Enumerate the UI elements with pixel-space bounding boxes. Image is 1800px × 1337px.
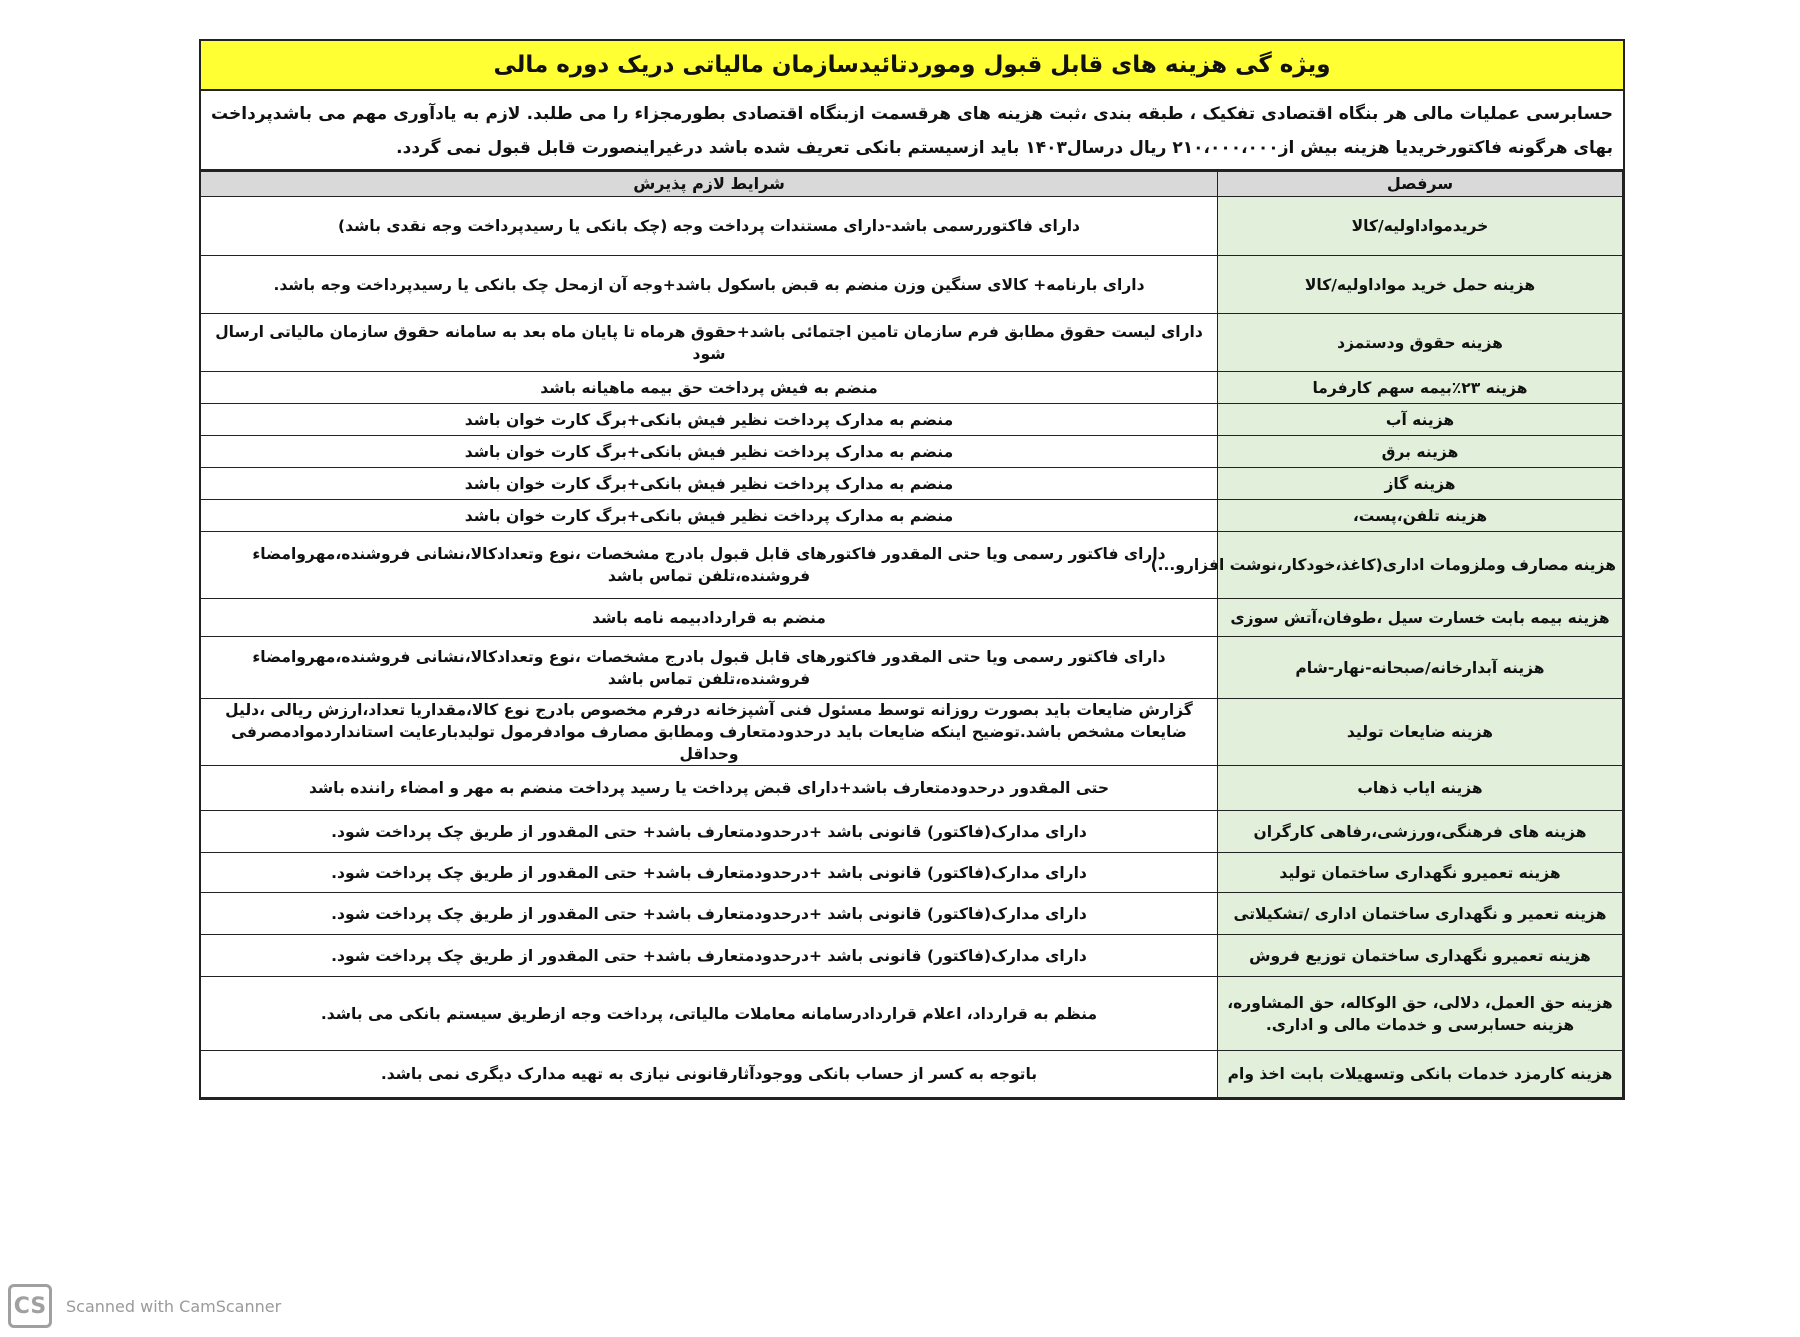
table-row: [201, 935, 1623, 977]
row-conditions: دارای مدارک(فاکتور) قانونی باشد +درحدودمتعارف باشد+ حتی المقدور از طریق چک پرداخت شود.: [201, 811, 1218, 853]
row-conditions: منضم به مدارک پرداخت نظیر فیش بانکی+برگ کارت خوان باشد: [201, 468, 1218, 500]
row-heading: هزینه ایاب ذهاب: [1218, 766, 1623, 811]
row-heading: هزینه تلفن،پست،: [1218, 500, 1623, 532]
row-conditions: دارای لیست حقوق مطابق فرم سازمان تامین اجتمائی باشد+حقوق هرماه تا پایان ماه بعد به سامانه حقوق سازمان مالیاتی ارسال شود: [201, 314, 1218, 372]
table-row: [201, 404, 1623, 436]
table-row: [201, 500, 1623, 532]
row-conditions: منضم به مدارک پرداخت نظیر فیش بانکی+برگ کارت خوان باشد: [201, 404, 1218, 436]
row-conditions: باتوجه به کسر از حساب بانکی ووجودآثارقانونی نیازی به تهیه مدارک دیگری نمی باشد.: [201, 1051, 1218, 1098]
table-row: [201, 637, 1623, 699]
camscanner-logo-icon: CS: [8, 1284, 52, 1328]
row-conditions: منضم به فیش پرداخت حق بیمه ماهیانه باشد: [201, 372, 1218, 404]
table-row: [201, 599, 1623, 637]
row-conditions: گزارش ضایعات باید بصورت روزانه توسط مسئول فنی آشپزخانه درفرم مخصوص بادرج نوع کالا،مقداریا تعداد،ارزش ریالی ،دلیل ضایعات مشخص باشد.توضیح اینکه ضایعات باید درحدودمتعارف ومطابق مصارف موادفرمول تولیدبارعایت استانداردموادمصرفی وحداقل: [201, 699, 1218, 766]
row-heading: هزینه حق العمل، دلالی، حق الوکاله، حق المشاوره، هزینه حسابرسی و خدمات مالی و اداری.: [1218, 977, 1623, 1051]
document-title: ویژه گی هزینه های قابل قبول وموردتائیدسازمان مالیاتی دریک دوره مالی: [201, 41, 1623, 91]
row-conditions: دارای فاکتوررسمی باشد-دارای مستندات پرداخت وجه (چک بانکی یا رسیدپرداخت وجه نقدی باشد): [201, 197, 1218, 256]
row-heading: هزینه بیمه بابت خسارت سیل ،طوفان،آتش سوزی: [1218, 599, 1623, 637]
column-header-heading: سرفصل: [1218, 172, 1623, 197]
row-heading: هزینه برق: [1218, 436, 1623, 468]
row-conditions: دارای فاکتور رسمی ویا حتی المقدور فاکتورهای قابل قبول بادرج مشخصات ،نوع وتعدادکالا،نشانی فروشنده،مهروامضاء فروشنده،تلفن تماس باشد: [201, 637, 1218, 699]
row-heading: هزینه حقوق ودستمزد: [1218, 314, 1623, 372]
table-row: [201, 314, 1623, 372]
table-row: [201, 468, 1623, 500]
expense-sheet: [199, 39, 1625, 1100]
row-conditions: دارای مدارک(فاکتور) قانونی باشد +درحدودمتعارف باشد+ حتی المقدور از طریق چک پرداخت شود.: [201, 853, 1218, 893]
row-heading: هزینه کارمزد خدمات بانکی وتسهیلات بابت اخذ وام: [1218, 1051, 1623, 1098]
row-heading: هزینه های فرهنگی،ورزشی،رفاهی کارگران: [1218, 811, 1623, 853]
column-header-conditions: شرایط لازم پذیرش: [201, 172, 1218, 197]
table-row: [201, 436, 1623, 468]
row-conditions: دارای فاکتور رسمی ویا حتی المقدور فاکتورهای قابل قبول بادرج مشخصات ،نوع وتعدادکالا،نشانی فروشنده،مهروامضاء فروشنده،تلفن تماس باشد: [201, 532, 1218, 599]
table-header-row: [201, 172, 1623, 197]
row-heading: هزینه ۲۳٪بیمه سهم کارفرما: [1218, 372, 1623, 404]
table-row: [201, 1051, 1623, 1098]
table-row: [201, 197, 1623, 256]
table-row: [201, 811, 1623, 853]
row-heading: هزینه ضایعات تولید: [1218, 699, 1623, 766]
row-conditions: منضم به قراردادبیمه نامه باشد: [201, 599, 1218, 637]
row-conditions: دارای بارنامه+ کالای سنگین وزن منضم به قبض باسکول باشد+وجه آن ازمحل چک بانکی یا رسیدپرداخت وجه باشد.: [201, 256, 1218, 314]
row-heading: هزینه حمل خرید مواداولیه/کالا: [1218, 256, 1623, 314]
row-conditions: منضم به مدارک پرداخت نظیر فیش بانکی+برگ کارت خوان باشد: [201, 500, 1218, 532]
row-conditions: منضم به مدارک پرداخت نظیر فیش بانکی+برگ کارت خوان باشد: [201, 436, 1218, 468]
table-row: [201, 699, 1623, 766]
watermark-label: Scanned with CamScanner: [66, 1296, 282, 1316]
camscanner-watermark: [8, 1284, 281, 1328]
table-row: [201, 853, 1623, 893]
expense-table: [200, 171, 1623, 1098]
row-heading: هزینه تعمیرو نگهداری ساختمان تولید: [1218, 853, 1623, 893]
row-heading: هزینه آب: [1218, 404, 1623, 436]
table-row: [201, 372, 1623, 404]
intro-paragraph: حسابرسی عملیات مالی هر بنگاه اقتصادی تفکیک ، طبقه بندی ،ثبت هزینه های هرقسمت ازبنگاه اقتصادی بطورمجزاء را می طلبد. لازم به یادآوری مهم می باشدپرداخت بهای هرگونه فاکتورخریدیا هزینه بیش از۲۱۰،۰۰۰،۰۰۰ ریال درسال۱۴۰۳ باید ازسیستم بانکی تعریف شده باشد درغیراینصورت قابل قبول نمی گردد.: [201, 91, 1623, 171]
table-row: [201, 893, 1623, 935]
table-row: [201, 256, 1623, 314]
table-row: [201, 977, 1623, 1051]
row-heading: خریدمواداولیه/کالا: [1218, 197, 1623, 256]
row-heading: هزینه تعمیر و نگهداری ساختمان اداری /تشکیلاتی: [1218, 893, 1623, 935]
row-heading: هزینه مصارف وملزومات اداری(کاغذ،خودکار،نوشت افزارو...): [1218, 532, 1623, 599]
row-heading: هزینه گاز: [1218, 468, 1623, 500]
row-heading: هزینه آبدارخانه/صبحانه-نهار-شام: [1218, 637, 1623, 699]
table-row: [201, 532, 1623, 599]
row-conditions: حتی المقدور درحدودمتعارف باشد+دارای قبض پرداخت یا رسید پرداخت منضم به مهر و امضاء راننده باشد: [201, 766, 1218, 811]
row-conditions: دارای مدارک(فاکتور) قانونی باشد +درحدودمتعارف باشد+ حتی المقدور از طریق چک پرداخت شود.: [201, 893, 1218, 935]
row-conditions: منظم به قرارداد، اعلام قراردادرسامانه معاملات مالیاتی، پرداخت وجه ازطریق سیستم بانکی می باشد.: [201, 977, 1218, 1051]
row-heading: هزینه تعمیرو نگهداری ساختمان توزیع فروش: [1218, 935, 1623, 977]
row-conditions: دارای مدارک(فاکتور) قانونی باشد +درحدودمتعارف باشد+ حتی المقدور از طریق چک پرداخت شود.: [201, 935, 1218, 977]
table-row: [201, 766, 1623, 811]
